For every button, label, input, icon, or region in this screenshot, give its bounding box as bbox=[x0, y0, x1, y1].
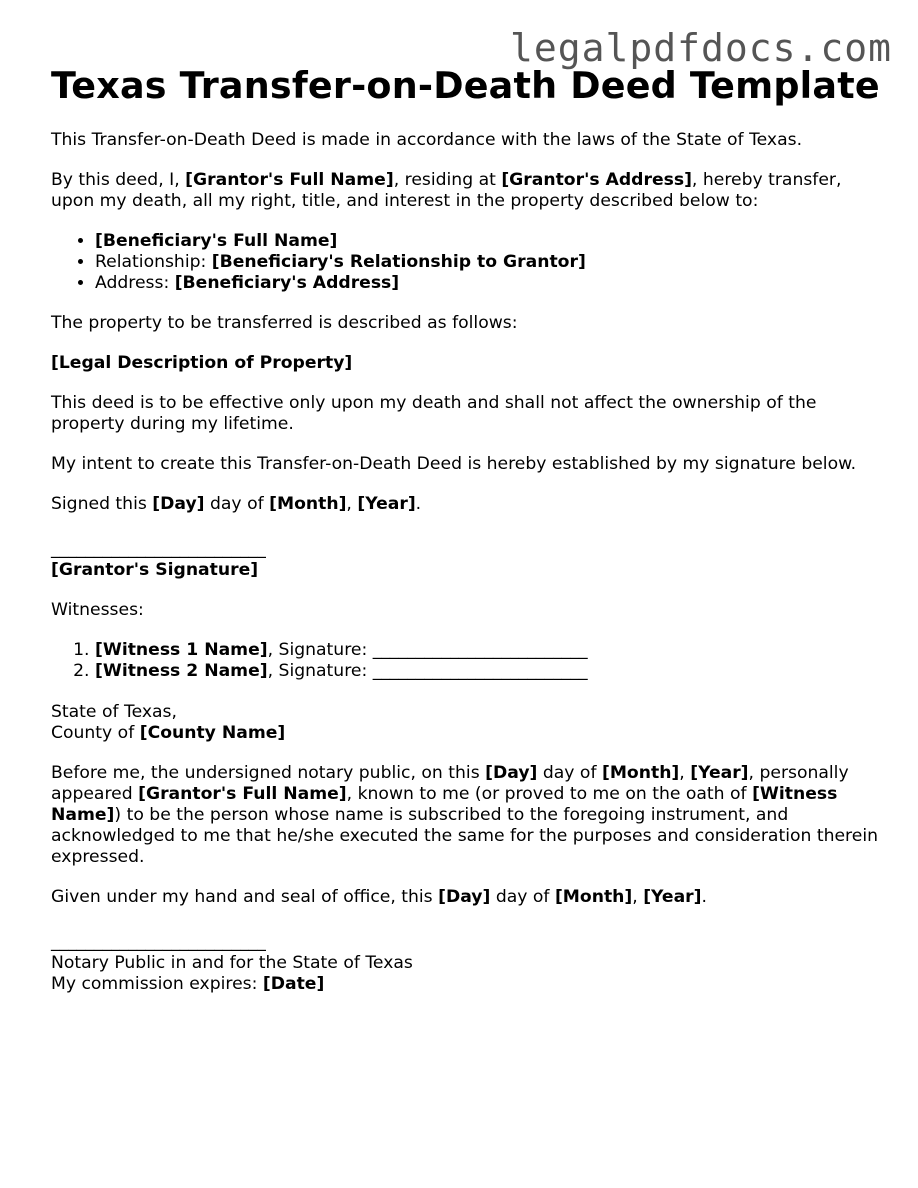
given-paragraph: Given under my hand and seal of office, this [Day] day of [Month], [Year]. bbox=[51, 887, 707, 907]
grant-paragraph: By this deed, I, [Grantor's Full Name], residing at [Grantor's Address], hereby transfer, upon my death, all my right, title, and interest in the property described below to: bbox=[51, 170, 842, 211]
signed-date-line: Signed this [Day] day of [Month], [Year]. bbox=[51, 494, 422, 514]
grantor-address-placeholder: [Grantor's Address] bbox=[501, 170, 692, 190]
venue-block: State of Texas, County of [County Name] bbox=[51, 702, 286, 743]
list-item: 2. [Witness 2 Name], Signature: _________________________ bbox=[95, 661, 881, 682]
intro-paragraph: This Transfer-on-Death Deed is made in accordance with the laws of the State of Texas. bbox=[51, 130, 803, 150]
witnesses-label: Witnesses: bbox=[51, 600, 144, 620]
list-item: 1. [Witness 1 Name], Signature: _________________________ bbox=[95, 640, 881, 661]
beneficiary-list bbox=[51, 231, 881, 294]
document-title: Texas Transfer-on-Death Deed Template bbox=[51, 64, 880, 107]
notary-title: Notary Public in and for the State of Texas bbox=[51, 953, 413, 973]
signature-line: _________________________ bbox=[51, 932, 266, 952]
signature-line: _________________________ bbox=[372, 640, 588, 660]
property-intro: The property to be transferred is described as follows: bbox=[51, 313, 518, 333]
list-item: • Address: [Beneficiary's Address] bbox=[95, 273, 881, 294]
grantor-signature-block bbox=[51, 539, 881, 581]
grantor-signature-label: [Grantor's Signature] bbox=[51, 560, 259, 580]
grantor-name-placeholder: [Grantor's Full Name] bbox=[185, 170, 394, 190]
signature-line: _________________________ bbox=[372, 661, 588, 681]
effective-paragraph: This deed is to be effective only upon my death and shall not affect the ownership of the property during my lifetime. bbox=[51, 393, 817, 434]
commission-date-placeholder: [Date] bbox=[262, 974, 325, 994]
document-body bbox=[51, 64, 881, 1014]
signature-line: _________________________ bbox=[51, 539, 266, 559]
beneficiary-relationship-placeholder: [Beneficiary's Relationship to Grantor] bbox=[211, 252, 586, 272]
watermark-logo: legalpdfdocs.com bbox=[509, 26, 892, 70]
beneficiary-name-placeholder: [Beneficiary's Full Name] bbox=[95, 231, 338, 251]
county-placeholder: [County Name] bbox=[139, 723, 286, 743]
notary-signature-block: _________________________ Notary Public in and for the State of Texas My commission expires: [Date] bbox=[51, 932, 881, 995]
list-item bbox=[95, 231, 881, 252]
legal-description: [Legal Description of Property] bbox=[51, 353, 353, 373]
beneficiary-address-placeholder: [Beneficiary's Address] bbox=[174, 273, 400, 293]
intent-paragraph: My intent to create this Transfer-on-Death Deed is hereby established by my signature below. bbox=[51, 454, 857, 474]
notary-paragraph: Before me, the undersigned notary public, on this [Day] day of [Month], [Year], personally appeared [Grantor's Full Name], known to me (or proved to me on the oath of [Witness Name]) to be the person whose name is subscribed to the foregoing instrument, and acknowledged to me that he/she executed the same for the purposes and consideration therein expressed. bbox=[51, 763, 878, 867]
witness-list bbox=[51, 640, 881, 682]
list-item: • Relationship: [Beneficiary's Relationship to Grantor] bbox=[95, 252, 881, 273]
